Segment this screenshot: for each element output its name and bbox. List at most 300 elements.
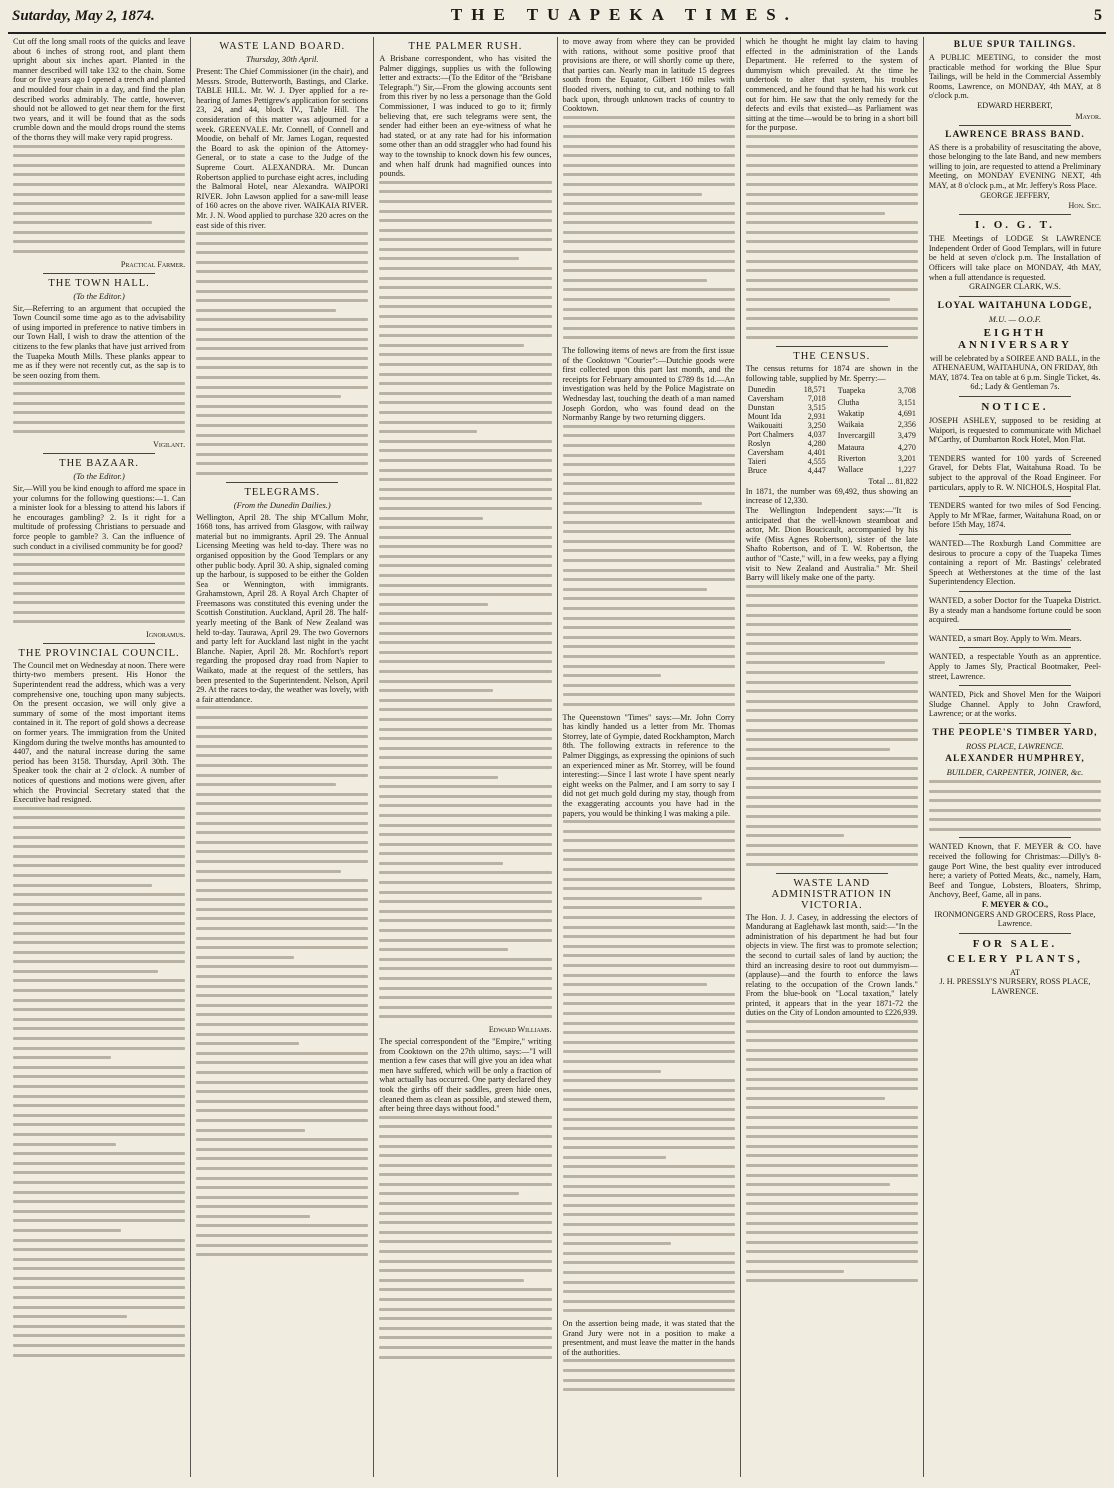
census-district: Wallace <box>837 465 864 475</box>
text-line <box>563 260 735 263</box>
text-line <box>196 1224 368 1227</box>
text-line <box>196 927 368 930</box>
text-line <box>746 202 918 205</box>
subheading: Thursday, 30th April. <box>245 54 319 64</box>
text-line <box>379 1135 551 1138</box>
text-line <box>563 202 735 205</box>
text-line <box>746 1231 918 1234</box>
text-line <box>379 353 551 356</box>
text-line <box>13 1248 185 1251</box>
text-line <box>379 363 551 366</box>
text-line <box>379 1308 551 1311</box>
divider <box>959 214 1071 215</box>
text-line <box>379 574 551 577</box>
text-line <box>196 357 368 360</box>
text-line <box>563 1127 735 1130</box>
text-line <box>13 999 185 1002</box>
text-line <box>379 286 551 289</box>
text-line <box>746 853 918 856</box>
census-population: 3,250 <box>807 421 826 431</box>
text-line <box>13 250 185 253</box>
text-line <box>929 790 1101 793</box>
text-line <box>13 411 185 414</box>
census-district: Caversham <box>747 394 784 404</box>
text-line <box>379 641 551 644</box>
text-line <box>563 636 735 639</box>
text-line <box>563 954 735 957</box>
text-line <box>563 549 735 552</box>
text-line <box>379 507 551 510</box>
text-line <box>563 463 735 466</box>
text-line <box>379 1231 551 1234</box>
census-district: Riverton <box>837 453 866 463</box>
text-line <box>13 1008 185 1011</box>
text-continuation <box>563 820 735 1312</box>
ad-signature: EDWARD HERBERT, <box>977 100 1053 110</box>
text-line <box>379 392 551 395</box>
ad-humphrey-role: BUILDER, CARPENTER, JOINER, &c. <box>946 766 1084 777</box>
text-line <box>563 945 735 948</box>
text-line <box>379 545 551 548</box>
text-line <box>13 145 185 148</box>
text-line <box>746 1145 918 1148</box>
text-line <box>563 993 735 996</box>
text-line <box>379 219 551 222</box>
column-1 <box>8 37 191 1477</box>
text-line <box>746 786 918 789</box>
text-line <box>563 502 702 505</box>
census-population: 7,018 <box>807 394 826 404</box>
text-line <box>13 582 185 585</box>
text-line <box>379 267 551 270</box>
text-line <box>379 229 551 232</box>
text-line <box>563 1118 735 1121</box>
text-line <box>379 871 551 874</box>
text-line <box>196 1186 368 1189</box>
ad-iogt-body: THE Meetings of LODGE St LAWRENCE Independent Order of Good Templars, will in future be held at seven o'clock p.m. The Installation of Officers will take place on MONDAY, 4th MAY, when a full attendance is requested. <box>928 234 1102 282</box>
text-line <box>563 511 735 514</box>
text-line <box>563 250 735 253</box>
text-line <box>563 1002 735 1005</box>
signoff: Edward Williams. <box>488 1024 552 1034</box>
text-line <box>196 745 368 748</box>
text-line <box>13 1143 116 1146</box>
subheading: (To the Editor.) <box>73 290 125 301</box>
text-line <box>746 183 918 186</box>
column-5 <box>741 37 924 1477</box>
text-line <box>746 1202 918 1205</box>
text-line <box>379 296 551 299</box>
text-line <box>379 910 551 913</box>
census-total: Total ... 81,822 <box>868 477 918 487</box>
text-line <box>379 843 551 846</box>
text-line <box>196 328 368 331</box>
text-line <box>196 937 368 940</box>
ad-lodge-sub: M.U. — O.O.F. <box>988 313 1041 324</box>
text-line <box>563 607 735 610</box>
text-line <box>746 700 918 703</box>
ad-wanted-youth: WANTED, a respectable Youth as an apprentice. Apply to James Sly, Practical Bootmaker, Peel-street, Lawrence. <box>928 652 1102 681</box>
census-row <box>746 448 828 457</box>
text-line <box>196 386 368 389</box>
text-line <box>746 815 918 818</box>
text-line <box>563 308 735 311</box>
ad-role: IRONMONGERS AND GROCERS, Ross Place, Lawrence. <box>934 909 1096 929</box>
text-continuation <box>196 232 368 475</box>
text-line <box>563 897 702 900</box>
text-line <box>563 269 735 272</box>
text-line <box>196 975 368 978</box>
columns <box>8 37 1106 1477</box>
text-line <box>13 1219 185 1222</box>
text-line <box>563 597 735 600</box>
text-line <box>13 941 185 944</box>
text-line <box>746 231 918 234</box>
census-district: Mount Ida <box>747 412 782 422</box>
text-line <box>13 392 185 395</box>
text-line <box>13 1123 185 1126</box>
text-line <box>379 776 498 779</box>
text-line <box>196 793 368 796</box>
text-line <box>196 1215 310 1218</box>
text-line <box>13 421 185 424</box>
text-line <box>379 564 551 567</box>
text-line <box>746 671 918 674</box>
text-line <box>196 395 341 398</box>
text-line <box>13 1133 185 1136</box>
text-line <box>379 670 551 673</box>
text-line <box>13 1325 185 1328</box>
letter-bazaar: Sir,—Will you be kind enough to afford me space in your columns for the following questions:—1. Can a minister look for a blessing to attend his labors if he encourages gambling? 2. Is it right for a multitude of professing Christians to persuade and force people to gamble? 3. Can the influence of such conduct in a civilised community be for good? <box>13 483 186 551</box>
text-line <box>746 642 918 645</box>
census-population: 2,931 <box>807 412 826 422</box>
census-population: 3,479 <box>897 431 916 441</box>
text-line <box>13 816 185 819</box>
census-row <box>746 412 828 421</box>
census-population: 4,555 <box>807 457 826 467</box>
text-line <box>746 825 918 828</box>
text-line <box>196 860 368 863</box>
text-line <box>379 373 551 376</box>
text-line <box>746 796 918 799</box>
text-line <box>563 1369 735 1372</box>
text-line <box>196 1090 368 1093</box>
text-line <box>13 903 185 906</box>
article-waste-land-administration: The Hon. J. J. Casey, in addressing the electors of Mandurang at Eaglehawk last month, said:—"In the administration of his department he had but four objects in view. The first was to promote selection; the second to curtail sales of land by auction; the third an increasing desire to root out dummyism—(applause)—and the fourth to enforce the laws relating to the occupation of the Crown lands." From the blue-book on "Local taxation," lately printed, it appears that in the year 1871-72 the duties on the City of London amounted to £226,939. <box>745 912 918 1018</box>
text-line <box>196 270 368 273</box>
census-population: 18,571 <box>803 385 826 395</box>
text-line <box>563 1012 735 1015</box>
text-line <box>196 783 335 786</box>
text-line <box>13 951 185 954</box>
text-line <box>746 317 918 320</box>
text-line <box>379 382 551 385</box>
ad-anniversary-body: will be celebrated by a SOIREE AND BALL, in the ATHENAEUM, WAITAHUNA, ON FRIDAY, 8th MAY, 1874. Tea on table at 6 p.m. Single Ticket, 4s. 6d.; Lady & Gentleman 7s. <box>929 353 1101 392</box>
text-line <box>563 1060 735 1063</box>
census-population: 4,401 <box>807 448 826 458</box>
column-6-advertisements <box>924 37 1106 1477</box>
text-line <box>563 665 735 668</box>
census-row <box>836 441 918 452</box>
text-line <box>379 948 508 951</box>
text-line <box>13 1085 185 1088</box>
text-line <box>563 1175 735 1178</box>
divider <box>43 453 155 454</box>
ad-celery-at: AT <box>1009 967 1020 977</box>
text-line <box>746 1212 918 1215</box>
text-line <box>563 1137 735 1140</box>
text-line <box>196 774 368 777</box>
text-line <box>13 1334 185 1337</box>
heading-bazaar: THE BAZAAR. <box>59 457 139 469</box>
text-line <box>563 1359 735 1362</box>
text-line <box>13 1267 185 1270</box>
text-line <box>196 1042 299 1045</box>
text-line <box>563 288 735 291</box>
text-line <box>563 849 735 852</box>
census-population: 4,447 <box>807 466 826 476</box>
text-line <box>379 977 551 980</box>
text-line <box>13 221 152 224</box>
text-line <box>196 850 368 853</box>
text-line <box>196 831 368 834</box>
text-line <box>746 269 918 272</box>
text-line <box>746 1250 918 1253</box>
text-line <box>379 334 551 337</box>
text-line <box>379 622 551 625</box>
text-line <box>13 1229 121 1232</box>
census-population: 4,270 <box>897 442 916 452</box>
text-line <box>563 444 735 447</box>
text-line <box>379 555 551 558</box>
ad-timber-yard-heading: THE PEOPLE'S TIMBER YARD, <box>932 727 1098 738</box>
text-line <box>746 623 918 626</box>
text-line <box>746 709 918 712</box>
text-line <box>196 1167 368 1170</box>
text-line <box>379 190 551 193</box>
article-grand-jury: On the assertion being made, it was stated that the Grand Jury were not in a position to make a presentment, and must leave the matter in the hands of the authorities. <box>562 1318 735 1357</box>
text-line <box>746 719 918 722</box>
text-line <box>746 336 918 339</box>
text-line <box>563 926 735 929</box>
article-queenstown-times: The Queenstown "Times" says:—Mr. John Corry has kindly handed us a letter from Mr. Thomas Storrey, late of Gympie, dated Rockhampton, March 8th. The following extracts in reference to the Palmer Diggings, as expressing the opinions of such an experienced miner as Mr. Storrey, will be found interesting:—Since I last wrote I have spent nearly eight weeks on the Palmer, and I am sorry to say I did not get much gold during my stay, though from the exaggerating accounts you have had in the papers, you would be thinking I was making a pile. <box>562 712 735 818</box>
text-line <box>563 212 735 215</box>
text-line <box>563 154 735 157</box>
heading-waste-land-administration: WASTE LAND ADMINISTRATION IN VICTORIA. <box>771 877 893 911</box>
text-line <box>379 1240 551 1243</box>
text-line <box>563 521 735 524</box>
text-line <box>563 540 735 543</box>
text-line <box>379 1173 551 1176</box>
census-district: Invercargill <box>837 431 875 441</box>
text-line <box>379 1221 551 1224</box>
column-2 <box>191 37 374 1477</box>
text-line <box>379 1250 551 1253</box>
divider <box>959 396 1071 397</box>
text-line <box>196 735 368 738</box>
census-intro: The census returns for 1874 are shown in the following table, supplied by Mr. Sperry:— <box>745 364 918 383</box>
text-line <box>746 1126 918 1129</box>
text-line <box>13 402 185 405</box>
ad-signature: GEORGE JEFFERY, <box>980 190 1050 200</box>
text-line <box>563 1185 735 1188</box>
text-line <box>379 325 551 328</box>
text-line <box>746 1116 918 1119</box>
article-palmer-empire: The special correspondent of the "Empire," writing from Cooktown on the 27th ultimo, says:—"I will mention a few cases that will give you an idea what men have suffered, which will be only a fraction of what actually has occurred. One party declared they took the girths off their saddles, green hide ones, cleaned them as clean as possible, and stewed them, after being three days without food." <box>379 1036 552 1114</box>
text-line <box>196 1013 368 1016</box>
text-line <box>563 617 735 620</box>
text-line <box>379 257 518 260</box>
text-line <box>563 887 735 890</box>
divider <box>43 273 155 274</box>
divider <box>959 449 1071 450</box>
text-line <box>379 181 551 184</box>
text-line <box>746 690 918 693</box>
text-line <box>13 1018 185 1021</box>
divider <box>959 685 1071 686</box>
text-line <box>563 1379 735 1382</box>
census-row <box>746 457 828 466</box>
text-line <box>563 279 708 282</box>
ad-wanted-boy: WANTED, a smart Boy. Apply to Wm. Mears. <box>928 633 1082 643</box>
text-line <box>196 946 368 949</box>
text-line <box>746 1020 918 1023</box>
text-line <box>196 1052 368 1055</box>
census-row <box>746 394 828 403</box>
census-row <box>836 430 918 441</box>
text-line <box>563 327 735 330</box>
text-line <box>563 1213 735 1216</box>
text-line <box>563 1242 671 1245</box>
text-continuation <box>563 425 735 706</box>
text-line <box>379 200 551 203</box>
text-line <box>379 1183 551 1186</box>
text-continuation <box>379 181 551 1019</box>
text-line <box>563 193 702 196</box>
text-line <box>196 338 368 341</box>
text-line <box>379 1288 551 1291</box>
text-line <box>379 929 551 932</box>
text-line <box>563 1233 735 1236</box>
text-line <box>196 366 368 369</box>
text-line <box>563 183 735 186</box>
divider <box>776 873 888 874</box>
text-line <box>379 996 551 999</box>
article-hedging: Cut off the long small roots of the quicks and leave about 6 inches of strong root, and plant them upright about six inches apart. Planted in the manner described will take 132 to the chain. Some four or five years ago I opened a trench and planted and moulded four chain in a day, and find the plan described works admirably. The cattle, however, should not be allowed to get near them for the first two years, and it will be found that as the sods crumble down and the mould drops round the stems of the thorns they will make very rapid progress. <box>13 37 186 142</box>
text-line <box>13 1354 185 1357</box>
text-line <box>196 802 368 805</box>
text-line <box>379 900 551 903</box>
census-row <box>746 439 828 448</box>
text-line <box>13 989 185 992</box>
text-line <box>379 478 551 481</box>
text-line <box>13 620 185 623</box>
text-line <box>379 517 482 520</box>
text-line <box>379 737 551 740</box>
text-line <box>746 748 891 751</box>
text-line <box>379 987 551 990</box>
text-line <box>563 559 735 562</box>
census-table <box>746 383 918 477</box>
text-line <box>746 327 918 330</box>
subheading: (To the Editor.) <box>73 470 125 481</box>
divider <box>959 723 1071 724</box>
text-continuation <box>13 807 185 1357</box>
text-line <box>563 145 735 148</box>
census-note: In 1871, the number was 69,492, thus showing an increase of 12,330. <box>745 486 918 506</box>
text-line <box>13 240 185 243</box>
text-line <box>746 145 918 148</box>
text-line <box>379 660 551 663</box>
text-line <box>379 1356 551 1359</box>
text-line <box>196 898 368 901</box>
text-line <box>13 1181 185 1184</box>
text-line <box>563 983 708 986</box>
ad-celery-heading: CELERY PLANTS, <box>946 952 1083 965</box>
text-line <box>929 780 1101 783</box>
text-line <box>563 578 735 581</box>
text-line <box>379 728 551 731</box>
text-line <box>196 870 341 873</box>
text-line <box>379 584 551 587</box>
text-line <box>746 1039 918 1042</box>
text-line <box>379 814 551 817</box>
text-line <box>379 315 551 318</box>
text-line <box>563 1281 735 1284</box>
text-line <box>13 864 185 867</box>
text-line <box>13 1104 185 1107</box>
text-line <box>379 603 487 606</box>
text-line <box>379 708 551 711</box>
text-line <box>196 443 368 446</box>
text-line <box>563 655 735 658</box>
census-district: Bruce <box>747 466 767 476</box>
text-line <box>13 430 185 433</box>
article-waste-land-board: Present: The Chief Commissioner (in the chair), and Messrs. Strode, Butterworth, Bastings, and Clarke. TABLE HILL. Mr. W. J. Dyer applied for a re-hearing of James Pettigrew's application for sections 23, 24, and 44, block IV., Table Hill. The consideration of this matter was adjourned for a week. GREENVALE. Mr. Connell, of Connell and Moodie, on behalf of Mr. James Logan, requested the Board to ask the opinion of the Attorney-General, or to state a case to the Judge of the Supreme Court. ALEXANDRA. Mr. Duncan Robertson applied to purchase eight acres, including the Balmoral Hotel, near Alexandra. WAIPORI RIVER. John Lawson applied for a saw-mill lease of 160 acres on the above river. WAIKAIA RIVER. Mr. J. N. Wood applied to purchase 320 acres on the east side of this river. <box>196 67 369 230</box>
text-line <box>196 956 294 959</box>
text-line <box>379 344 524 347</box>
text-line <box>379 795 551 798</box>
ad-wanted-shovel-men: WANTED, Pick and Shovel Men for the Waipori Sludge Channel. Apply to John Crawford, Lawrence; or at the works. <box>928 690 1102 719</box>
text-line <box>13 1306 185 1309</box>
text-line <box>563 1223 735 1226</box>
text-line <box>13 1152 185 1155</box>
text-line <box>13 1066 185 1069</box>
text-line <box>563 588 708 591</box>
text-line <box>563 674 661 677</box>
text-line <box>196 754 368 757</box>
ad-wanted-doctor: WANTED, a sober Doctor for the Tuapeka District. By a steady man a handsome fortune could be soon acquired. <box>928 595 1102 625</box>
text-line <box>196 251 368 254</box>
census-district: Waikouaiti <box>747 421 783 431</box>
census-row <box>746 466 828 475</box>
text-line <box>379 699 551 702</box>
text-line <box>13 893 185 896</box>
text-line <box>13 1191 185 1194</box>
text-line <box>563 240 735 243</box>
census-row <box>746 421 828 430</box>
text-line <box>13 1114 185 1117</box>
census-population: 1,227 <box>897 465 916 475</box>
divider <box>959 496 1071 497</box>
text-line <box>379 612 551 615</box>
text-line <box>379 747 551 750</box>
notice-heading: NOTICE. <box>981 401 1049 414</box>
text-line <box>13 1239 185 1242</box>
text-line <box>196 347 368 350</box>
text-line <box>746 1193 918 1196</box>
text-line <box>563 1079 735 1082</box>
